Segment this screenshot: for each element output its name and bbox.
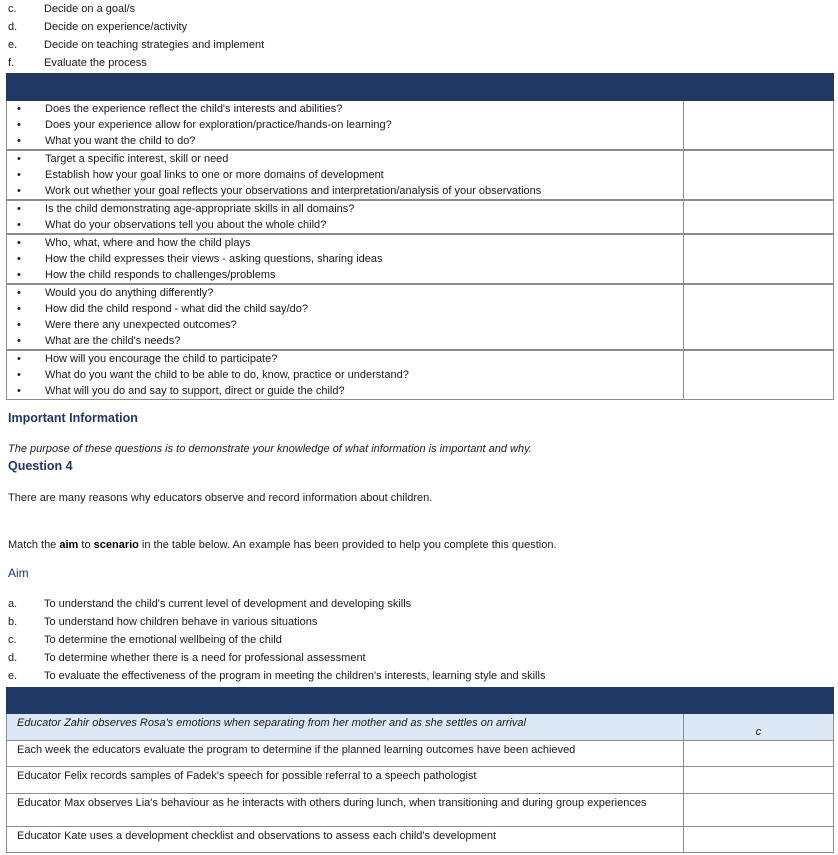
bullet-icon: • bbox=[17, 237, 21, 249]
table-row bbox=[7, 740, 834, 766]
list-item bbox=[0, 0, 838, 18]
step-answer-cell[interactable] bbox=[684, 234, 834, 284]
aim-keyword: aim bbox=[59, 539, 79, 551]
list-text: To understand the child's current level of development and developing skills bbox=[44, 598, 412, 610]
list-text: To determine whether there is a need for professional assessment bbox=[44, 652, 366, 664]
scenario-header: Scenario bbox=[7, 688, 684, 714]
descriptor-item: • Establish how your goal links to one or more domains of development bbox=[17, 169, 384, 181]
descriptor-item: • How will you encourage the child to participate? bbox=[17, 353, 278, 365]
descriptor-cell bbox=[7, 234, 684, 284]
bullet-icon: • bbox=[17, 153, 21, 165]
step-answer-cell[interactable] bbox=[684, 200, 834, 234]
descriptor-item: • How the child expresses their views - asking questions, sharing ideas bbox=[17, 253, 383, 265]
descriptor-cell bbox=[7, 350, 684, 400]
descriptor-cell bbox=[7, 200, 684, 234]
list-label: b. bbox=[8, 616, 18, 628]
step-header: Step bbox=[684, 74, 834, 101]
list-item bbox=[0, 649, 838, 667]
descriptor-item: • Is the child demonstrating age-appropriate skills in all domains? bbox=[17, 203, 355, 215]
bullet-icon: • bbox=[17, 335, 21, 347]
aim-answer-cell[interactable]: c bbox=[684, 713, 834, 740]
descriptor-cell bbox=[7, 150, 684, 200]
bullet-icon: • bbox=[17, 203, 21, 215]
list-item bbox=[0, 631, 838, 649]
bullet-icon: • bbox=[17, 103, 21, 115]
list-item bbox=[0, 613, 838, 631]
question-intro: There are many reasons why educators observe and record information about children. bbox=[8, 492, 433, 504]
aim-answer-cell[interactable] bbox=[684, 826, 834, 852]
list-label: a. bbox=[8, 598, 18, 610]
bullet-icon: • bbox=[17, 253, 21, 265]
table-row bbox=[7, 793, 834, 826]
list-label: c. bbox=[8, 634, 17, 646]
list-text: To determine the emotional wellbeing of the child bbox=[44, 634, 282, 646]
bullet-icon: • bbox=[17, 319, 21, 331]
list-item bbox=[0, 36, 838, 54]
important-heading: Important Information bbox=[8, 411, 138, 425]
list-item bbox=[0, 54, 838, 72]
bullet-icon: • bbox=[17, 169, 21, 181]
list-label: f. bbox=[8, 57, 15, 69]
aim-answer-cell[interactable] bbox=[684, 766, 834, 793]
scenario-cell: Educator Kate uses a development checklist and observations to assess each child's development bbox=[7, 826, 684, 852]
bullet-icon: • bbox=[17, 269, 21, 281]
scenario-cell: Educator Max observes Lia's behaviour as he interacts with others during lunch, when transitioning and during group experiences bbox=[7, 793, 684, 826]
aim-answer-cell[interactable] bbox=[684, 740, 834, 766]
scenario-keyword: scenario bbox=[93, 539, 139, 551]
descriptor-item: • What are the child's needs? bbox=[17, 335, 181, 347]
list-text: Decide on teaching strategies and implement bbox=[44, 39, 265, 51]
descriptor-item: • What do your observations tell you about the whole child? bbox=[17, 219, 327, 231]
list-text: To understand how children behave in various situations bbox=[44, 616, 318, 628]
list-text: To evaluate the effectiveness of the program in meeting the children's interests, learning style and skills bbox=[44, 670, 546, 682]
descriptors-header: Descriptors bbox=[7, 74, 684, 101]
step-answer-cell[interactable] bbox=[684, 150, 834, 200]
descriptor-cell bbox=[7, 284, 684, 350]
descriptor-item: • How the child responds to challenges/problems bbox=[17, 269, 276, 281]
descriptor-item: • Does your experience allow for exploration/practice/hands-on learning? bbox=[17, 119, 392, 131]
table-row bbox=[7, 234, 834, 284]
scenario-table bbox=[6, 687, 834, 853]
table-row bbox=[7, 200, 834, 234]
descriptor-item: • Work out whether your goal reflects your observations and interpretation/analysis of your observations bbox=[17, 185, 542, 197]
table-row bbox=[7, 150, 834, 200]
scenario-cell: Educator Felix records samples of Fadek's speech for possible referral to a speech pathologist bbox=[7, 766, 684, 793]
aim-heading: Aim bbox=[8, 566, 29, 580]
aim-header: Aim bbox=[684, 688, 834, 714]
bullet-icon: • bbox=[17, 353, 21, 365]
table-row bbox=[7, 100, 834, 150]
descriptor-item: • Who, what, where and how the child plays bbox=[17, 237, 251, 249]
descriptor-cell bbox=[7, 100, 684, 150]
bullet-icon: • bbox=[17, 385, 21, 397]
bullet-icon: • bbox=[17, 219, 21, 231]
list-item bbox=[0, 18, 838, 36]
list-item bbox=[0, 595, 838, 613]
list-label: e. bbox=[8, 39, 18, 51]
step-answer-cell[interactable] bbox=[684, 350, 834, 400]
question-heading: Question 4 bbox=[8, 459, 73, 473]
bullet-icon: • bbox=[17, 287, 21, 299]
descriptor-item: • Does the experience reflect the child's interests and abilities? bbox=[17, 103, 343, 115]
scenario-cell: Educator Zahir observes Rosa's emotions when separating from her mother and as she settles on arrival bbox=[7, 713, 684, 740]
descriptor-item: • What you want the child to do? bbox=[17, 135, 196, 147]
list-label: c. bbox=[8, 3, 17, 15]
table-row bbox=[7, 350, 834, 400]
list-text: Decide on experience/activity bbox=[44, 21, 188, 33]
step-answer-cell[interactable] bbox=[684, 284, 834, 350]
important-text: The purpose of these questions is to demonstrate your knowledge of what information is important and why. bbox=[8, 443, 532, 455]
descriptors-table bbox=[6, 73, 834, 400]
scenario-cell: Each week the educators evaluate the program to determine if the planned learning outcomes have been achieved bbox=[7, 740, 684, 766]
bullet-icon: • bbox=[17, 119, 21, 131]
list-label: d. bbox=[8, 652, 18, 664]
list-item bbox=[0, 667, 838, 685]
table-row bbox=[7, 713, 834, 740]
descriptor-item: • What do you want the child to be able to do, know, practice or understand? bbox=[17, 369, 409, 381]
descriptor-item: • What will you do and say to support, direct or guide the child? bbox=[17, 385, 345, 397]
aim-answer-cell[interactable] bbox=[684, 793, 834, 826]
bullet-icon: • bbox=[17, 185, 21, 197]
list-label: d. bbox=[8, 21, 18, 33]
list-text: Evaluate the process bbox=[44, 57, 147, 69]
list-text: Decide on a goal/s bbox=[44, 3, 136, 15]
table-row bbox=[7, 284, 834, 350]
step-answer-cell[interactable] bbox=[684, 100, 834, 150]
descriptor-item: • Were there any unexpected outcomes? bbox=[17, 319, 237, 331]
table-row bbox=[7, 766, 834, 793]
descriptor-item: • Would you do anything differently? bbox=[17, 287, 214, 299]
descriptor-item: • Target a specific interest, skill or need bbox=[17, 153, 229, 165]
bullet-icon: • bbox=[17, 303, 21, 315]
question-instruction: Match the aim to scenario in the table below. An example has been provided to help you complete this question. bbox=[8, 539, 557, 551]
bullet-icon: • bbox=[17, 369, 21, 381]
list-label: e. bbox=[8, 670, 18, 682]
descriptor-item: • How did the child respond - what did the child say/do? bbox=[17, 303, 308, 315]
bullet-icon: • bbox=[17, 135, 21, 147]
table-row bbox=[7, 826, 834, 852]
